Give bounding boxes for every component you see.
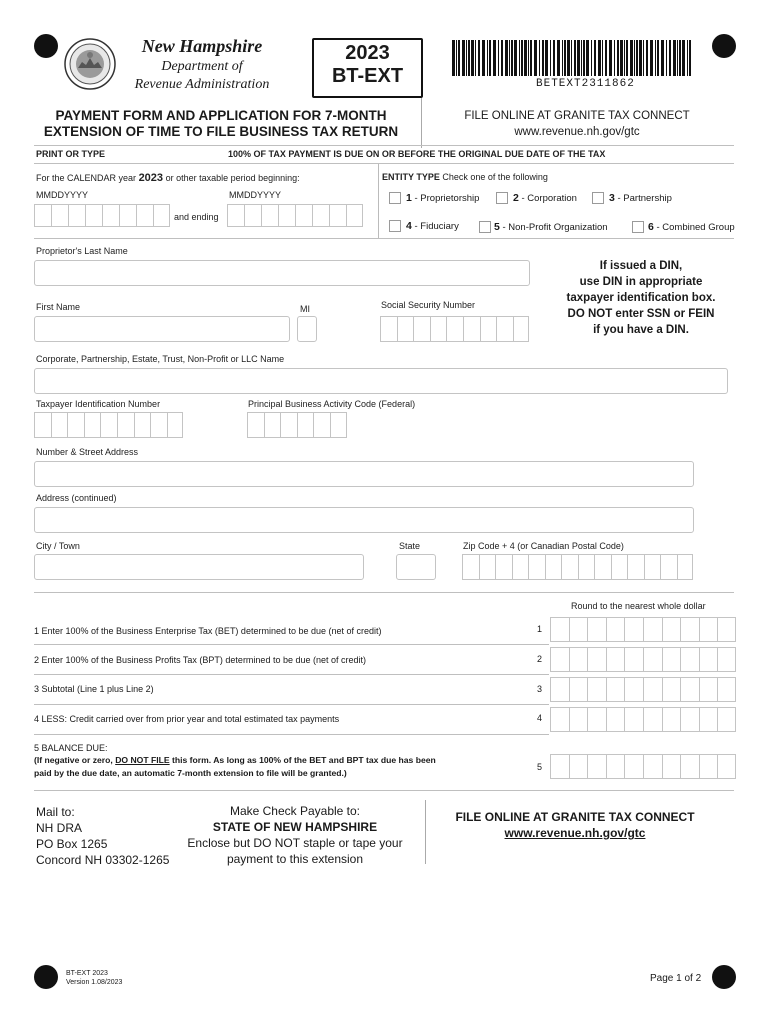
payable-block [180, 803, 410, 867]
zip-label: Zip Code + 4 (or Canadian Postal Code) [463, 541, 624, 551]
line-5-note-suffix: this form. As long as 100% of the BET and BPT tax due has been [169, 755, 436, 765]
line-rule [34, 674, 549, 675]
line-5-number: 5 [537, 762, 543, 772]
entity-divider [378, 164, 379, 238]
din-notice-line: use DIN in appropriate [579, 276, 703, 288]
ssn-label: Social Security Number [381, 300, 476, 310]
line-3-amount-input[interactable] [550, 677, 736, 702]
title-divider [421, 98, 422, 148]
header-rule [34, 145, 734, 146]
line-1-number: 1 [537, 624, 543, 634]
registration-mark-bottom-left [34, 965, 58, 989]
footer-url-link[interactable]: www.revenue.nh.gov/gtc [504, 826, 646, 840]
enclose-note-line2: payment to this extension [226, 852, 364, 866]
due-notice: 100% OF TAX PAYMENT IS DUE ON OR BEFORE THE ORIGINAL DUE DATE OF THE TAX [228, 149, 606, 159]
line-1-text: 1 Enter 100% of the Business Enterprise Tax (BET) determined to be due (net of credit) [34, 626, 382, 636]
form-id-footer: BT-EXT 2023 [66, 970, 108, 977]
end-date-input[interactable] [227, 204, 363, 227]
form-code: BT-EXT [331, 65, 404, 87]
begin-date-input[interactable] [34, 204, 170, 227]
entity-combined-group-checkbox[interactable] [632, 221, 644, 233]
entity-option-text: - Fiduciary [414, 221, 459, 232]
entity-fiduciary-checkbox[interactable] [389, 220, 401, 232]
entity-fiduciary-label [406, 220, 459, 232]
proprietor-last-name-label: Proprietor's Last Name [36, 246, 128, 256]
line-4-number: 4 [537, 713, 543, 723]
line-2-number: 2 [537, 654, 543, 664]
entity-combined-group-label [648, 221, 735, 233]
line-rule [34, 734, 549, 735]
version-footer: Version 1.08/2023 [66, 979, 123, 986]
page-number: Page 1 of 2 [650, 973, 702, 984]
pba-input[interactable] [247, 412, 347, 438]
line-5-note-prefix: (If negative or zero, [34, 755, 116, 765]
begin-date-format: MMDDYYYY [36, 190, 89, 200]
form-title-line2: EXTENSION OF TIME TO FILE BUSINESS TAX RETURN [43, 124, 399, 139]
entity-proprietorship-label [406, 192, 479, 204]
mi-label: MI [300, 304, 310, 314]
print-or-type-label: PRINT OR TYPE [36, 149, 106, 159]
address-continued-input[interactable] [34, 507, 694, 533]
footer-file-online: FILE ONLINE AT GRANITE TAX CONNECT [455, 810, 695, 824]
line-rule [34, 704, 549, 705]
street-label: Number & Street Address [36, 447, 139, 457]
entity-rule [34, 238, 734, 239]
mail-to-block [36, 804, 169, 868]
file-online-url-link[interactable]: www.revenue.nh.gov/gtc [514, 126, 640, 138]
line-5-note [34, 755, 436, 765]
notice-rule [34, 163, 734, 164]
mi-input[interactable] [297, 316, 317, 342]
enclose-note: Enclose but DO NOT staple or tape your [187, 836, 403, 850]
line-2-amount-input[interactable] [550, 647, 736, 672]
entity-option-number: 6 [648, 221, 654, 233]
state-label: State [399, 541, 421, 551]
barcode-icon [452, 40, 695, 76]
entity-option-number: 3 [609, 192, 615, 204]
line-3-text: 3 Subtotal (Line 1 plus Line 2) [34, 684, 154, 694]
form-title-line1: PAYMENT FORM AND APPLICATION FOR 7-MONTH [55, 108, 387, 123]
line-5-note-line2: paid by the due date, an automatic 7-month extension to file will be granted.) [34, 768, 347, 778]
mail-to-line: Mail to: [36, 805, 75, 819]
line-4-text: 4 LESS: Credit carried over from prior year and total estimated tax payments [34, 714, 340, 724]
calendar-prefix: For the CALENDAR year [36, 173, 137, 183]
mail-to-line: PO Box 1265 [36, 837, 108, 851]
din-notice-line: DO NOT enter SSN or FEIN [567, 308, 715, 320]
line-4-amount-input[interactable] [550, 707, 736, 732]
entity-corporation-label [513, 192, 577, 204]
registration-mark-bottom-right [712, 965, 736, 989]
registration-mark-top-left [34, 34, 58, 58]
entity-type-instruction: Check one of the following [442, 172, 548, 182]
entity-nonprofit-label [494, 221, 608, 233]
calendar-year-value: 2023 [138, 172, 164, 184]
din-notice-line: if you have a DIN. [593, 324, 689, 336]
entity-corporation-checkbox[interactable] [496, 192, 508, 204]
state-input[interactable] [396, 554, 436, 580]
entity-partnership-checkbox[interactable] [592, 192, 604, 204]
footer-rule [34, 790, 734, 791]
end-date-format: MMDDYYYY [229, 190, 282, 200]
city-label: City / Town [36, 541, 80, 551]
entity-type-title: ENTITY TYPE [382, 172, 440, 182]
state-seal-icon [64, 38, 116, 90]
entity-nonprofit-checkbox[interactable] [479, 221, 491, 233]
state-name: New Hampshire [141, 36, 263, 56]
first-name-input[interactable] [34, 316, 290, 342]
address-continued-label: Address (continued) [36, 493, 117, 503]
line-5-amount-input[interactable] [550, 754, 736, 779]
line-3-number: 3 [537, 684, 543, 694]
line-5-label: 5 BALANCE DUE: [34, 743, 108, 753]
din-notice-line: taxpayer identification box. [566, 292, 716, 304]
entity-option-number: 1 [406, 192, 412, 204]
proprietor-last-name-input[interactable] [34, 260, 530, 286]
corp-name-label: Corporate, Partnership, Estate, Trust, Non-Profit or LLC Name [36, 354, 285, 364]
file-online-header: FILE ONLINE AT GRANITE TAX CONNECT [464, 110, 690, 122]
mail-to-line: Concord NH 03302-1265 [36, 853, 170, 867]
ssn-input[interactable] [380, 316, 530, 342]
corp-name-input[interactable] [34, 368, 728, 394]
form-id-box [312, 38, 423, 98]
street-input[interactable] [34, 461, 694, 487]
entity-option-text: - Partnership [617, 193, 672, 204]
barcode-text: BETEXT2311862 [536, 78, 635, 90]
line-1-amount-input[interactable] [550, 617, 736, 642]
entity-option-number: 2 [513, 192, 519, 204]
first-name-label: First Name [36, 302, 81, 312]
entity-type-heading [382, 172, 548, 182]
calendar-suffix: or other taxable period beginning: [165, 173, 300, 183]
entity-option-text: - Corporation [521, 193, 577, 204]
form-year: 2023 [345, 42, 390, 64]
entity-option-text: - Proprietorship [414, 193, 480, 204]
entity-option-number: 5 [494, 221, 500, 233]
zip-input[interactable] [462, 554, 694, 580]
entity-option-number: 4 [406, 220, 412, 232]
line-rule [34, 644, 549, 645]
city-input[interactable] [34, 554, 364, 580]
entity-option-text: - Combined Group [656, 222, 735, 233]
pba-label: Principal Business Activity Code (Federal) [248, 399, 416, 409]
registration-mark-top-right [712, 34, 736, 58]
din-notice [548, 258, 734, 338]
and-ending-label: and ending [174, 212, 219, 222]
payable-label: Make Check Payable to: [229, 804, 361, 818]
entity-option-text: - Non-Profit Organization [502, 222, 608, 233]
department-label: Department of [161, 59, 243, 74]
tin-input[interactable] [34, 412, 184, 438]
tin-label: Taxpayer Identification Number [36, 399, 161, 409]
mail-to-line: NH DRA [36, 821, 83, 835]
entity-partnership-label [609, 192, 672, 204]
din-notice-line: If issued a DIN, [599, 260, 683, 272]
round-note: Round to the nearest whole dollar [571, 601, 706, 611]
line-5-note-underline: DO NOT FILE [115, 755, 170, 765]
section-rule [34, 592, 734, 593]
footer-divider [425, 800, 426, 864]
entity-proprietorship-checkbox[interactable] [389, 192, 401, 204]
administration-label: Revenue Administration [134, 77, 270, 92]
payee-name: STATE OF NEW HAMPSHIRE [212, 820, 378, 834]
line-2-text: 2 Enter 100% of the Business Profits Tax (BPT) determined to be due (net of credit) [34, 655, 367, 665]
calendar-year-label [36, 172, 300, 184]
